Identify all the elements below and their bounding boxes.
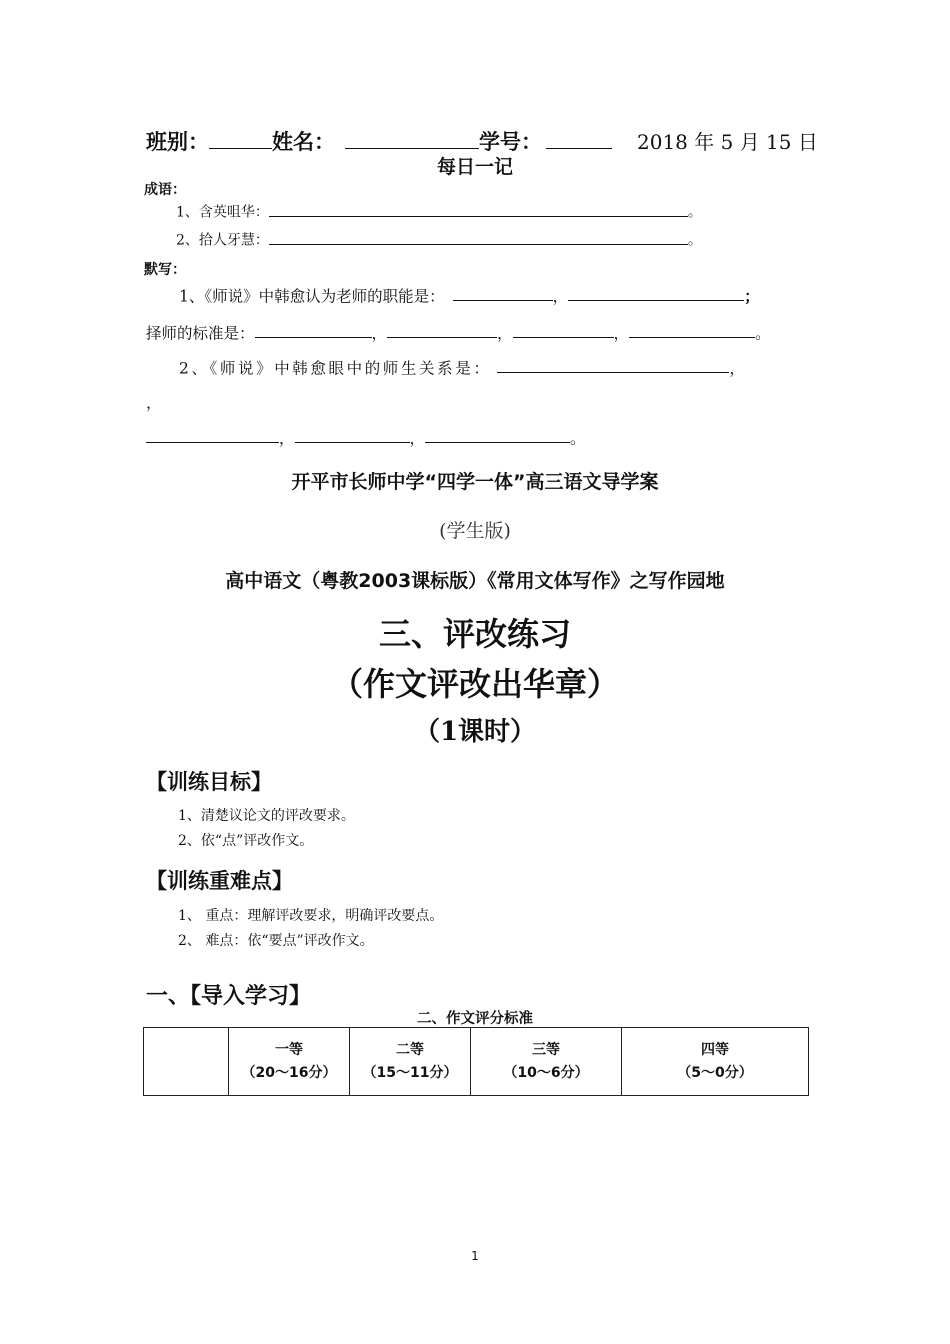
q2-comma-line: ， [146, 394, 162, 412]
grade-cell-3: 三等 （10～6分） [471, 1028, 622, 1096]
main-title: 三、评改练习 [378, 615, 571, 653]
q1-blank-2[interactable] [568, 284, 744, 301]
q1b-blank-1[interactable] [255, 321, 372, 338]
id-blank[interactable] [546, 126, 612, 149]
q1b-blank-2[interactable] [387, 321, 497, 338]
course-title: 高中语文（粤教2003课标版）《常用文体写作》之写作园地 [225, 570, 725, 592]
keypoint-item-1: 1、 重点：理解评改要求，明确评改要点。 [178, 908, 444, 924]
q2b-blank-1[interactable] [146, 426, 279, 443]
goal-item-1: 1、清楚议论文的评改要求。 [178, 808, 355, 824]
sub-title: （作文评改出华章） [330, 665, 619, 703]
dictation-q1b: 择师的标准是： ， ， ， 。 [146, 321, 771, 343]
q1b-blank-3[interactable] [513, 321, 614, 338]
page-number: 1 [471, 1249, 479, 1263]
idiom-item-1: 1、含英咀华： 。 [176, 201, 702, 222]
name-blank[interactable] [345, 126, 479, 149]
date: 2018 年 5 月 15 日 [637, 130, 818, 154]
idiom-blank-1[interactable] [269, 201, 688, 217]
name-label: 姓名： [272, 130, 335, 155]
grading-table [143, 1027, 809, 1096]
idiom-blank-2[interactable] [269, 229, 688, 245]
q2b-blank-3[interactable] [425, 426, 570, 443]
idioms-heading: 成语： [144, 182, 186, 198]
idiom-item-2: 2、拾人牙慧： 。 [176, 229, 702, 250]
dictation-q2: 2、《师说》中韩愈眼中的师生关系是： ， [179, 356, 748, 378]
keypoint-item-2: 2、 难点：依“要点”评改作文。 [178, 933, 374, 949]
q1-blank-1[interactable] [453, 284, 553, 301]
goal-item-2: 2、依“点”评改作文。 [178, 833, 314, 849]
dictation-heading: 默写： [144, 262, 186, 278]
class-label: 班别： [146, 130, 209, 155]
grade-cell-2: 二等 （15～11分） [350, 1028, 471, 1096]
intro-heading: 一、【导入学习】 [146, 984, 312, 1009]
id-label: 学号： [479, 130, 542, 155]
daily-title: 每日一记 [436, 156, 513, 178]
grading-table-title: 二、作文评分标准 [417, 1011, 533, 1027]
table-corner-cell [144, 1028, 229, 1096]
hours-label: （1课时） [413, 717, 537, 747]
q2b-blank-2[interactable] [295, 426, 410, 443]
q2-blank-1[interactable] [497, 356, 729, 373]
grade-cell-1: 一等 （20～16分） [229, 1028, 350, 1096]
keypoints-heading: 【训练重难点】 [146, 869, 293, 893]
dictation-q1: 1、《师说》中韩愈认为老师的职能是： ， ； [179, 284, 760, 306]
table-row [144, 1028, 809, 1096]
goals-heading: 【训练目标】 [146, 770, 272, 794]
dictation-q2b: ， ， 。 [146, 426, 586, 448]
edition-label: (学生版) [439, 520, 511, 542]
class-blank[interactable] [209, 126, 272, 149]
school-title: 开平市长师中学“四学一体”高三语文导学案 [291, 471, 659, 493]
q1b-blank-4[interactable] [629, 321, 755, 338]
grade-cell-4: 四等 （5～0分） [622, 1028, 809, 1096]
